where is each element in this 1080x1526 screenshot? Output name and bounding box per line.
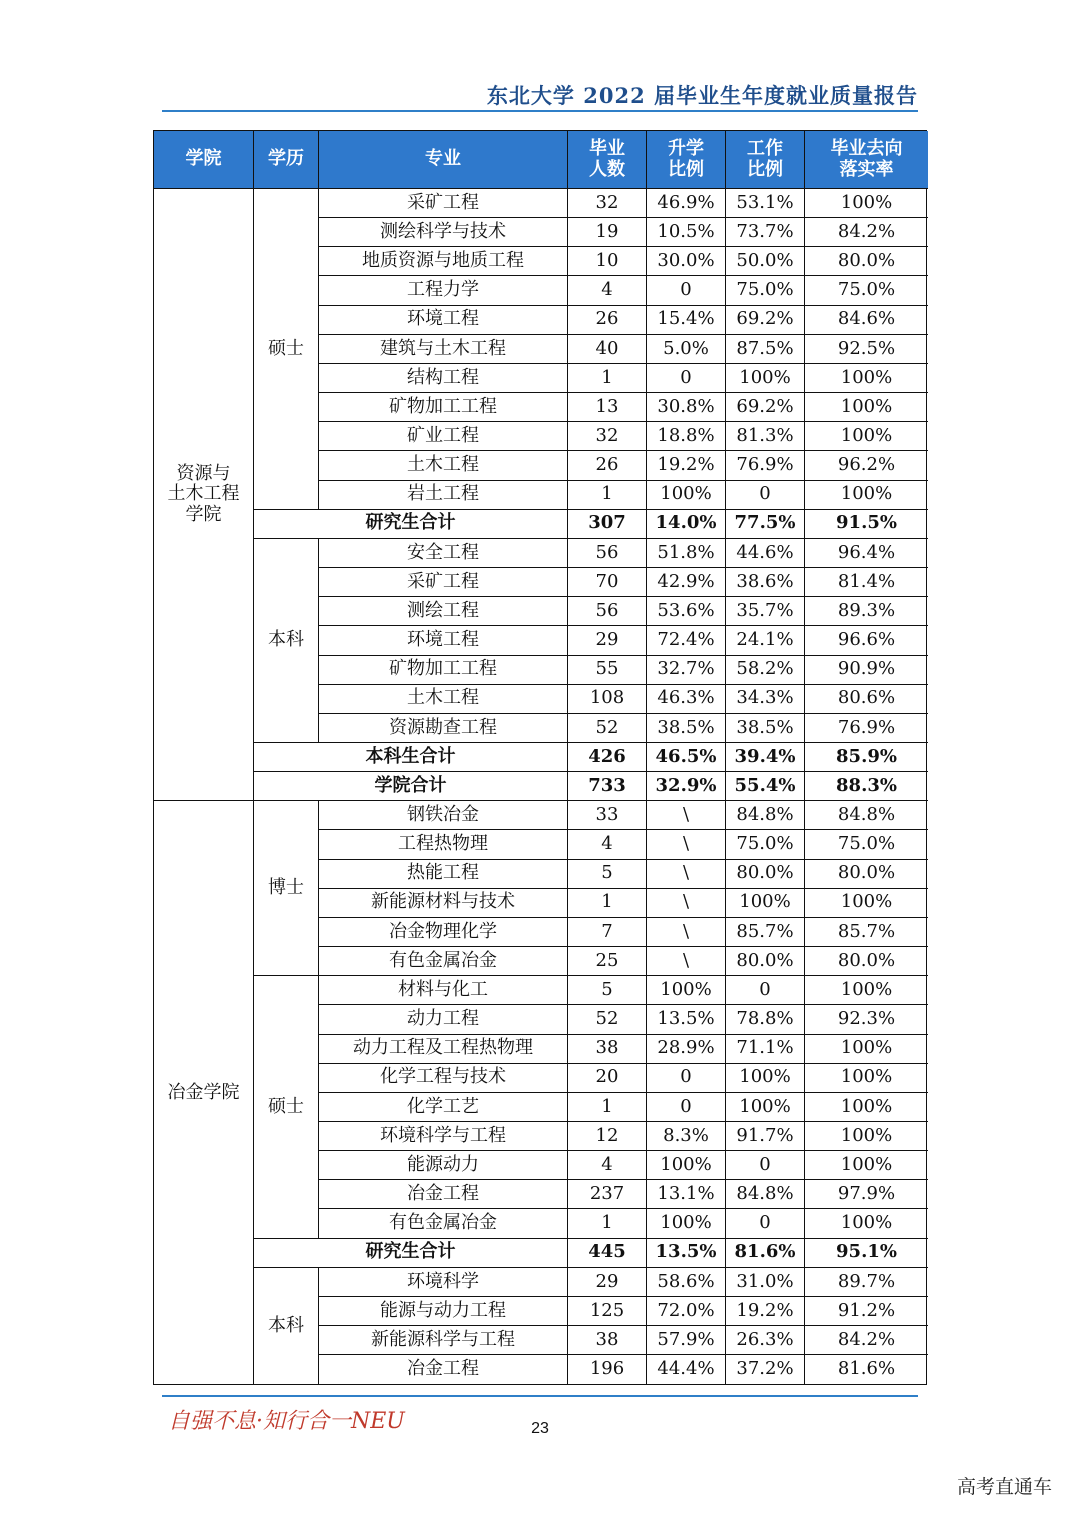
employment-cell: 91.7% <box>726 1122 805 1151</box>
placement-rate-cell: 100% <box>805 481 928 510</box>
placement-rate-cell: 92.3% <box>805 1005 928 1034</box>
further-study-cell: 46.3% <box>647 685 726 714</box>
employment-header: 工作 比例 <box>726 131 805 189</box>
further-study-cell: 0 <box>647 1064 726 1093</box>
employment-cell: 84.8% <box>726 1180 805 1209</box>
college-total-label: 学院合计 <box>254 772 568 801</box>
subtotal-employment-cell: 81.6% <box>726 1239 805 1268</box>
placement-rate-cell: 84.6% <box>805 306 928 335</box>
placement-rate-cell: 100% <box>805 422 928 451</box>
graduates-cell: 125 <box>568 1297 647 1326</box>
employment-cell: 69.2% <box>726 306 805 335</box>
placement-rate-cell: 90.9% <box>805 656 928 685</box>
report-title: 东北大学 2022 届毕业生年度就业质量报告 <box>486 83 918 108</box>
major-cell: 采矿工程 <box>319 189 568 218</box>
degree-header: 学历 <box>254 131 319 189</box>
major-cell: 环境工程 <box>319 306 568 335</box>
further-study-cell: 19.2% <box>647 451 726 480</box>
further-study-cell: 42.9% <box>647 568 726 597</box>
placement-rate-cell: 96.2% <box>805 451 928 480</box>
graduates-cell: 55 <box>568 656 647 685</box>
graduates-cell: 196 <box>568 1355 647 1384</box>
graduates-cell: 1 <box>568 364 647 393</box>
graduates-cell: 33 <box>568 801 647 830</box>
employment-cell: 35.7% <box>726 597 805 626</box>
further-study-cell: 0 <box>647 276 726 305</box>
further-study-cell: 15.4% <box>647 306 726 335</box>
employment-cell: 38.5% <box>726 714 805 743</box>
placement-rate-cell: 89.7% <box>805 1268 928 1297</box>
major-cell: 安全工程 <box>319 539 568 568</box>
graduates-cell: 13 <box>568 393 647 422</box>
placement-rate-cell: 81.4% <box>805 568 928 597</box>
employment-cell: 38.6% <box>726 568 805 597</box>
header-divider <box>162 110 918 112</box>
graduates-cell: 1 <box>568 481 647 510</box>
further-study-cell: \ <box>647 801 726 830</box>
graduates-cell: 25 <box>568 947 647 976</box>
placement-rate-cell: 100% <box>805 1151 928 1180</box>
employment-cell: 87.5% <box>726 335 805 364</box>
further-study-header: 升学 比例 <box>647 131 726 189</box>
employment-cell: 19.2% <box>726 1297 805 1326</box>
major-cell: 测绘科学与技术 <box>319 218 568 247</box>
placement-rate-cell: 100% <box>805 1035 928 1064</box>
major-cell: 化学工程与技术 <box>319 1064 568 1093</box>
subtotal-placement-rate-cell: 85.9% <box>805 743 928 772</box>
major-cell: 结构工程 <box>319 364 568 393</box>
placement-rate-cell: 84.8% <box>805 801 928 830</box>
graduates-cell: 40 <box>568 335 647 364</box>
employment-cell: 84.8% <box>726 801 805 830</box>
subtotal-further-study-cell: 13.5% <box>647 1239 726 1268</box>
graduates-cell: 7 <box>568 918 647 947</box>
further-study-cell: 51.8% <box>647 539 726 568</box>
employment-table <box>153 130 927 1385</box>
major-cell: 动力工程及工程热物理 <box>319 1035 568 1064</box>
major-cell: 冶金工程 <box>319 1355 568 1384</box>
graduates-cell: 26 <box>568 306 647 335</box>
employment-cell: 0 <box>726 976 805 1005</box>
major-cell: 环境工程 <box>319 626 568 655</box>
major-cell: 热能工程 <box>319 860 568 889</box>
major-cell: 有色金属冶金 <box>319 947 568 976</box>
placement-rate-cell: 100% <box>805 889 928 918</box>
further-study-cell: 32.7% <box>647 656 726 685</box>
employment-cell: 26.3% <box>726 1326 805 1355</box>
further-study-cell: 13.1% <box>647 1180 726 1209</box>
placement-rate-cell: 96.4% <box>805 539 928 568</box>
employment-cell: 100% <box>726 889 805 918</box>
major-cell: 动力工程 <box>319 1005 568 1034</box>
employment-cell: 76.9% <box>726 451 805 480</box>
major-cell: 测绘工程 <box>319 597 568 626</box>
placement-rate-cell: 96.6% <box>805 626 928 655</box>
employment-cell: 100% <box>726 1064 805 1093</box>
employment-cell: 81.3% <box>726 422 805 451</box>
graduates-cell: 26 <box>568 451 647 480</box>
employment-cell: 44.6% <box>726 539 805 568</box>
placement-rate-cell: 100% <box>805 976 928 1005</box>
graduates-cell: 4 <box>568 276 647 305</box>
employment-cell: 73.7% <box>726 218 805 247</box>
placement-rate-cell: 80.0% <box>805 860 928 889</box>
employment-cell: 80.0% <box>726 860 805 889</box>
major-cell: 能源动力 <box>319 1151 568 1180</box>
further-study-cell: 100% <box>647 481 726 510</box>
subtotal-graduates-cell: 426 <box>568 743 647 772</box>
college-header: 学院 <box>154 131 254 189</box>
page-number: 23 <box>531 1420 549 1437</box>
further-study-cell: 18.8% <box>647 422 726 451</box>
university-slogan: 自强不息·知行合一NEU <box>168 1409 405 1434</box>
subtotal-employment-cell: 39.4% <box>726 743 805 772</box>
placement-rate-cell: 81.6% <box>837 1358 896 1380</box>
further-study-cell: 100% <box>647 1209 726 1238</box>
employment-cell: 53.1% <box>726 189 805 218</box>
employment-cell: 85.7% <box>726 918 805 947</box>
placement-rate-cell: 89.3% <box>805 597 928 626</box>
employment-cell: 0 <box>726 1151 805 1180</box>
further-study-cell: 28.9% <box>647 1035 726 1064</box>
further-study-cell: 13.5% <box>647 1005 726 1034</box>
subtotal-label: 本科生合计 <box>254 743 568 772</box>
major-cell: 新能源科学与工程 <box>319 1326 568 1355</box>
major-cell: 有色金属冶金 <box>319 1209 568 1238</box>
degree-cell: 本科 <box>254 539 319 743</box>
major-cell: 资源勘查工程 <box>319 714 568 743</box>
placement-rate-cell: 80.0% <box>805 947 928 976</box>
graduates-cell: 29 <box>568 1268 647 1297</box>
subtotal-placement-rate-cell: 95.1% <box>805 1239 928 1268</box>
employment-cell: 58.2% <box>726 656 805 685</box>
major-cell: 冶金工程 <box>319 1180 568 1209</box>
further-study-cell: 10.5% <box>647 218 726 247</box>
major-cell: 钢铁冶金 <box>319 801 568 830</box>
further-study-cell: 72.4% <box>647 626 726 655</box>
placement-rate-cell: 100% <box>805 1093 928 1122</box>
further-study-cell: 0 <box>647 364 726 393</box>
placement-rate-cell: 91.2% <box>805 1297 928 1326</box>
placement-rate-cell: 84.2% <box>805 1326 928 1355</box>
graduates-cell: 32 <box>568 189 647 218</box>
subtotal-label: 研究生合计 <box>254 510 568 539</box>
major-cell: 工程热物理 <box>319 830 568 859</box>
degree-cell: 本科 <box>254 1268 319 1385</box>
graduates-cell: 56 <box>568 539 647 568</box>
placement-rate-cell: 100% <box>805 1209 928 1238</box>
graduates-cell: 5 <box>568 976 647 1005</box>
graduates-cell: 1 <box>568 889 647 918</box>
college-cell: 资源与 土木工程 学院 <box>154 189 254 801</box>
major-cell: 建筑与土木工程 <box>319 335 568 364</box>
further-study-cell: 46.9% <box>647 189 726 218</box>
placement-rate-cell: 100% <box>805 1064 928 1093</box>
graduates-cell: 32 <box>568 422 647 451</box>
further-study-cell: 58.6% <box>647 1268 726 1297</box>
employment-cell: 75.0% <box>726 276 805 305</box>
employment-cell: 78.8% <box>726 1005 805 1034</box>
major-cell: 新能源材料与技术 <box>319 889 568 918</box>
degree-cell: 硕士 <box>254 189 319 510</box>
further-study-cell: 5.0% <box>647 335 726 364</box>
graduates-cell: 10 <box>568 247 647 276</box>
graduates-cell: 237 <box>568 1180 647 1209</box>
placement-rate-cell: 85.7% <box>805 918 928 947</box>
graduates-cell: 4 <box>568 830 647 859</box>
subtotal-graduates-cell: 307 <box>568 510 647 539</box>
major-cell: 冶金物理化学 <box>319 918 568 947</box>
major-cell: 岩土工程 <box>319 481 568 510</box>
college-cell: 冶金学院 <box>154 801 254 1384</box>
major-cell: 化学工艺 <box>319 1093 568 1122</box>
college-total-placement-rate-cell: 88.3% <box>805 772 928 801</box>
placement-rate-cell: 75.0% <box>805 276 928 305</box>
further-study-cell: 8.3% <box>647 1122 726 1151</box>
graduates-cell: 52 <box>568 714 647 743</box>
employment-cell: 100% <box>726 1093 805 1122</box>
employment-cell: 69.2% <box>726 393 805 422</box>
college-total-graduates-cell: 733 <box>568 772 647 801</box>
further-study-cell: 30.0% <box>647 247 726 276</box>
major-cell: 工程力学 <box>319 276 568 305</box>
placement-rate-cell: 84.2% <box>805 218 928 247</box>
graduates-cell: 70 <box>568 568 647 597</box>
major-header: 专业 <box>319 131 568 189</box>
major-cell: 材料与化工 <box>319 976 568 1005</box>
watermark: 高考直通车 <box>956 1476 1052 1498</box>
further-study-cell: 53.6% <box>647 597 726 626</box>
subtotal-placement-rate-cell: 91.5% <box>805 510 928 539</box>
footer-divider <box>162 1395 918 1397</box>
employment-cell: 100% <box>726 364 805 393</box>
placement-rate-cell: 75.0% <box>805 830 928 859</box>
major-cell: 环境科学与工程 <box>319 1122 568 1151</box>
graduates-cell: 4 <box>568 1151 647 1180</box>
graduates-cell: 5 <box>568 860 647 889</box>
major-cell: 环境科学 <box>319 1268 568 1297</box>
placement-rate-cell: 76.9% <box>805 714 928 743</box>
subtotal-further-study-cell: 46.5% <box>647 743 726 772</box>
employment-cell: 71.1% <box>726 1035 805 1064</box>
graduates-cell: 1 <box>568 1209 647 1238</box>
employment-cell: 50.0% <box>726 247 805 276</box>
placement-rate-cell: 92.5% <box>805 335 928 364</box>
graduates-cell: 1 <box>568 1093 647 1122</box>
graduates-header: 毕业 人数 <box>568 131 647 189</box>
further-study-cell: 0 <box>647 1093 726 1122</box>
major-cell: 采矿工程 <box>319 568 568 597</box>
subtotal-employment-cell: 77.5% <box>726 510 805 539</box>
employment-cell: 80.0% <box>726 947 805 976</box>
major-cell: 地质资源与地质工程 <box>319 247 568 276</box>
graduates-cell: 38 <box>568 1326 647 1355</box>
placement-rate-cell: 97.9% <box>805 1180 928 1209</box>
graduates-cell: 19 <box>568 218 647 247</box>
subtotal-further-study-cell: 14.0% <box>647 510 726 539</box>
graduates-cell: 38 <box>568 1035 647 1064</box>
placement-rate-cell: 100% <box>805 393 928 422</box>
major-cell: 矿物加工工程 <box>319 656 568 685</box>
placement-rate-cell: 100% <box>805 1122 928 1151</box>
placement-rate-header: 毕业去向 落实率 <box>805 131 928 189</box>
further-study-cell: 38.5% <box>647 714 726 743</box>
employment-cell: 31.0% <box>726 1268 805 1297</box>
employment-cell: 0 <box>726 1209 805 1238</box>
further-study-cell: 30.8% <box>647 393 726 422</box>
placement-rate-cell: 100% <box>805 189 928 218</box>
graduates-cell: 20 <box>568 1064 647 1093</box>
further-study-cell: 100% <box>647 976 726 1005</box>
degree-cell: 博士 <box>254 801 319 976</box>
major-cell: 矿业工程 <box>319 422 568 451</box>
further-study-cell: \ <box>647 918 726 947</box>
further-study-cell: 57.9% <box>647 1326 726 1355</box>
major-cell: 矿物加工工程 <box>319 393 568 422</box>
employment-cell: 37.2% <box>726 1355 805 1384</box>
further-study-cell: 100% <box>647 1151 726 1180</box>
employment-cell: 34.3% <box>726 685 805 714</box>
placement-rate-cell: 100% <box>805 364 928 393</box>
graduates-cell: 56 <box>568 597 647 626</box>
further-study-cell: 72.0% <box>647 1297 726 1326</box>
further-study-cell: \ <box>647 889 726 918</box>
degree-cell: 硕士 <box>254 976 319 1238</box>
subtotal-graduates-cell: 445 <box>568 1239 647 1268</box>
employment-cell: 75.0% <box>726 830 805 859</box>
further-study-cell: 44.4% <box>647 1355 726 1384</box>
placement-rate-cell: 80.0% <box>805 247 928 276</box>
employment-cell: 24.1% <box>726 626 805 655</box>
graduates-cell: 52 <box>568 1005 647 1034</box>
major-cell: 土木工程 <box>319 685 568 714</box>
major-cell: 土木工程 <box>319 451 568 480</box>
placement-rate-cell: 80.6% <box>805 685 928 714</box>
graduates-cell: 12 <box>568 1122 647 1151</box>
further-study-cell: \ <box>647 830 726 859</box>
graduates-cell: 29 <box>568 626 647 655</box>
further-study-cell: \ <box>647 947 726 976</box>
employment-cell: 0 <box>726 481 805 510</box>
graduates-cell: 108 <box>568 685 647 714</box>
college-total-further-study-cell: 32.9% <box>647 772 726 801</box>
major-cell: 能源与动力工程 <box>319 1297 568 1326</box>
college-total-employment-cell: 55.4% <box>726 772 805 801</box>
subtotal-label: 研究生合计 <box>254 1239 568 1268</box>
further-study-cell: \ <box>647 860 726 889</box>
